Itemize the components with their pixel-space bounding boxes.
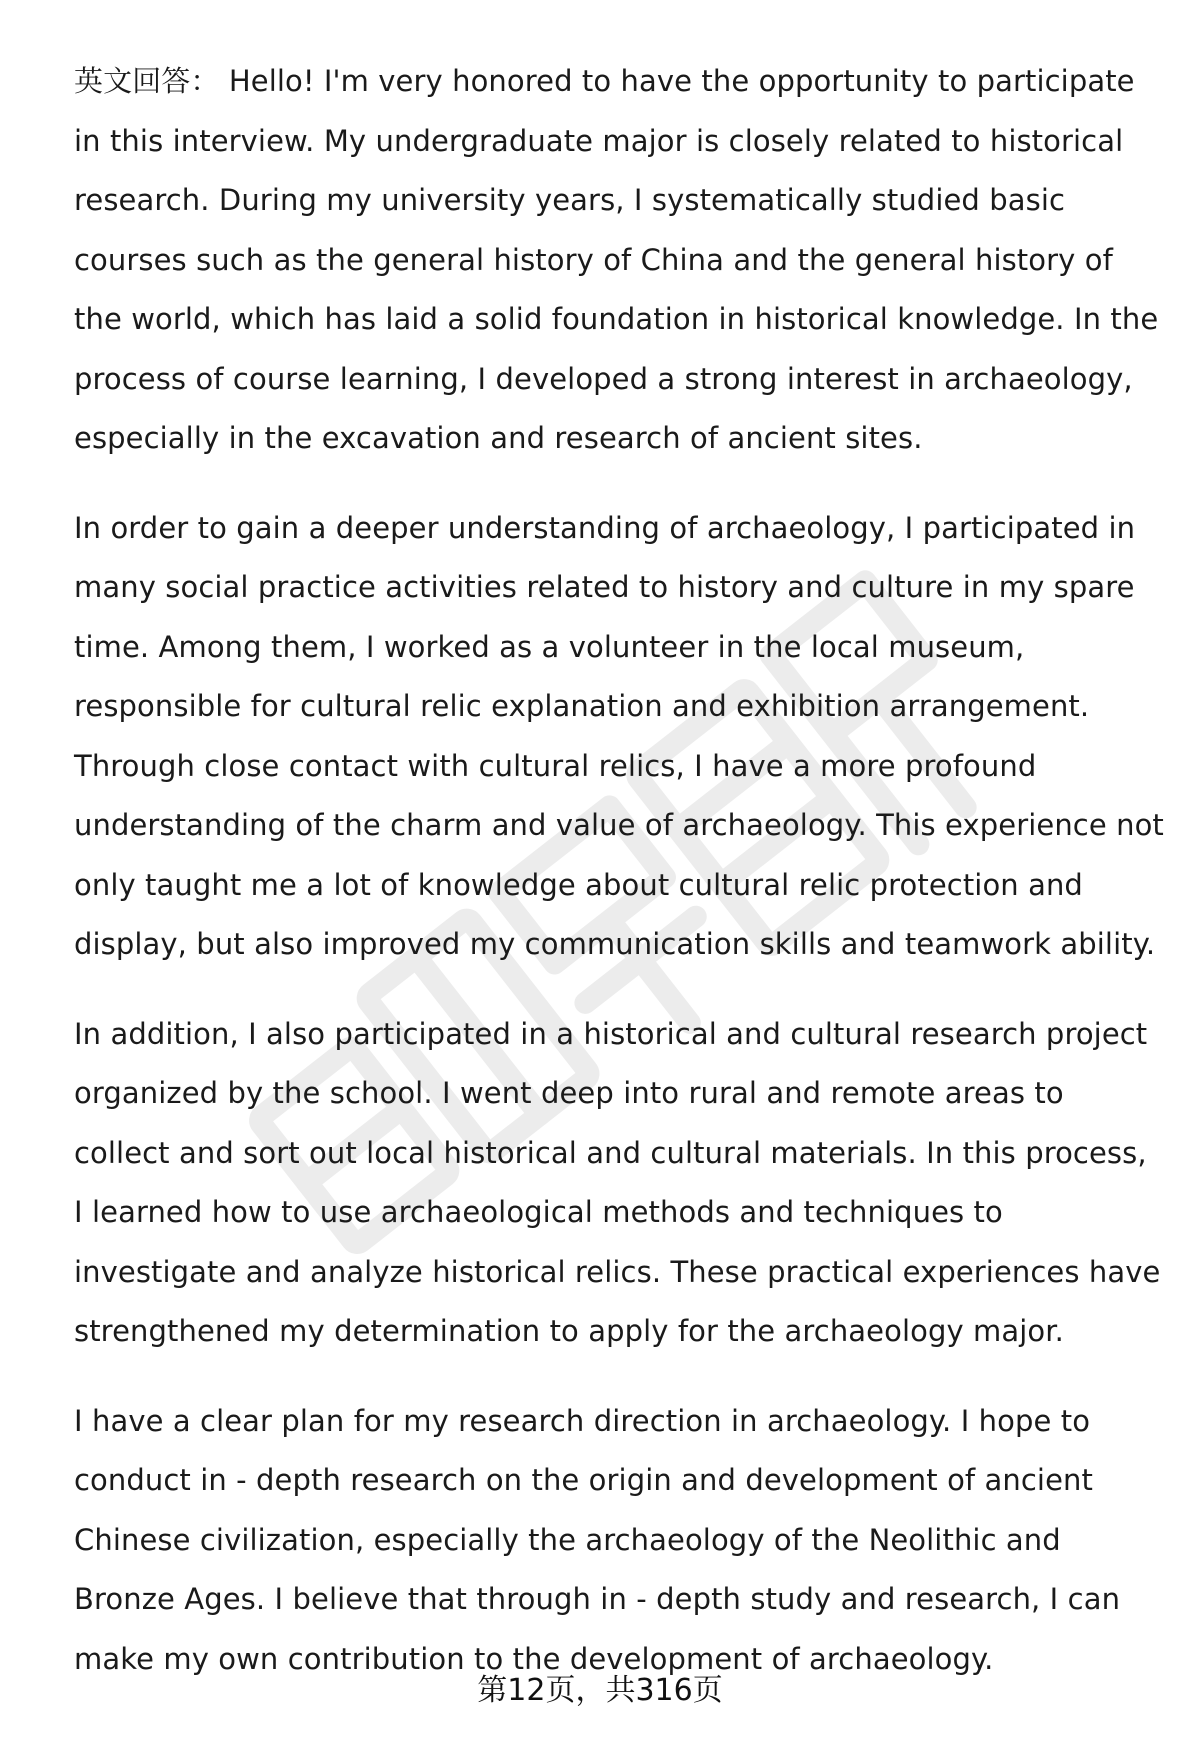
page-indicator: 第12页，共316页 [477, 1673, 723, 1708]
document-page [74, 52, 1164, 1719]
paragraph-2: In order to gain a deeper understanding of archaeology, I participated in many social practice activities related to history and culture in my spare time. Among them, I worked as a volunteer in the local museum, responsible for cultural relic explanation and exhibition arrangement. Through close contact with cultural relics, I have a more profound understanding of the charm and value of archaeology. This experience not only taught me a lot of knowledge about cultural relic protection and display, but also improved my communication skills and teamwork ability. [74, 510, 1164, 961]
answer-label: 英文回答： [74, 64, 220, 98]
paragraph-1-text: Hello! I'm very honored to have the opportunity to participate in this interview. My undergraduate major is closely related to historical research. During my university years, I systematically studied basic courses such as the general history of China and the general history of the world, which has laid a solid foundation in historical knowledge. In the process of course learning, I developed a strong interest in archaeology, especially in the excavation and research of ancient sites. [74, 64, 1159, 455]
paragraph-4: I have a clear plan for my research direction in archaeology. I hope to conduct in - depth research on the origin and development of ancient Chinese civilization, especially the archaeology of the Neolithic and Bronze Ages. I believe that through in - depth study and research, I can make my own contribution to the development of archaeology. [74, 1403, 1121, 1676]
paragraph-3: In addition, I also participated in a historical and cultural research project organized by the school. I went deep into rural and remote areas to collect and sort out local historical and cultural materials. In this process, I learned how to use archaeological methods and techniques to investigate and analyze historical relics. These practical experiences have strengthened my determination to apply for the archaeology major. [74, 1016, 1161, 1348]
paragraph-1 [74, 52, 1164, 469]
